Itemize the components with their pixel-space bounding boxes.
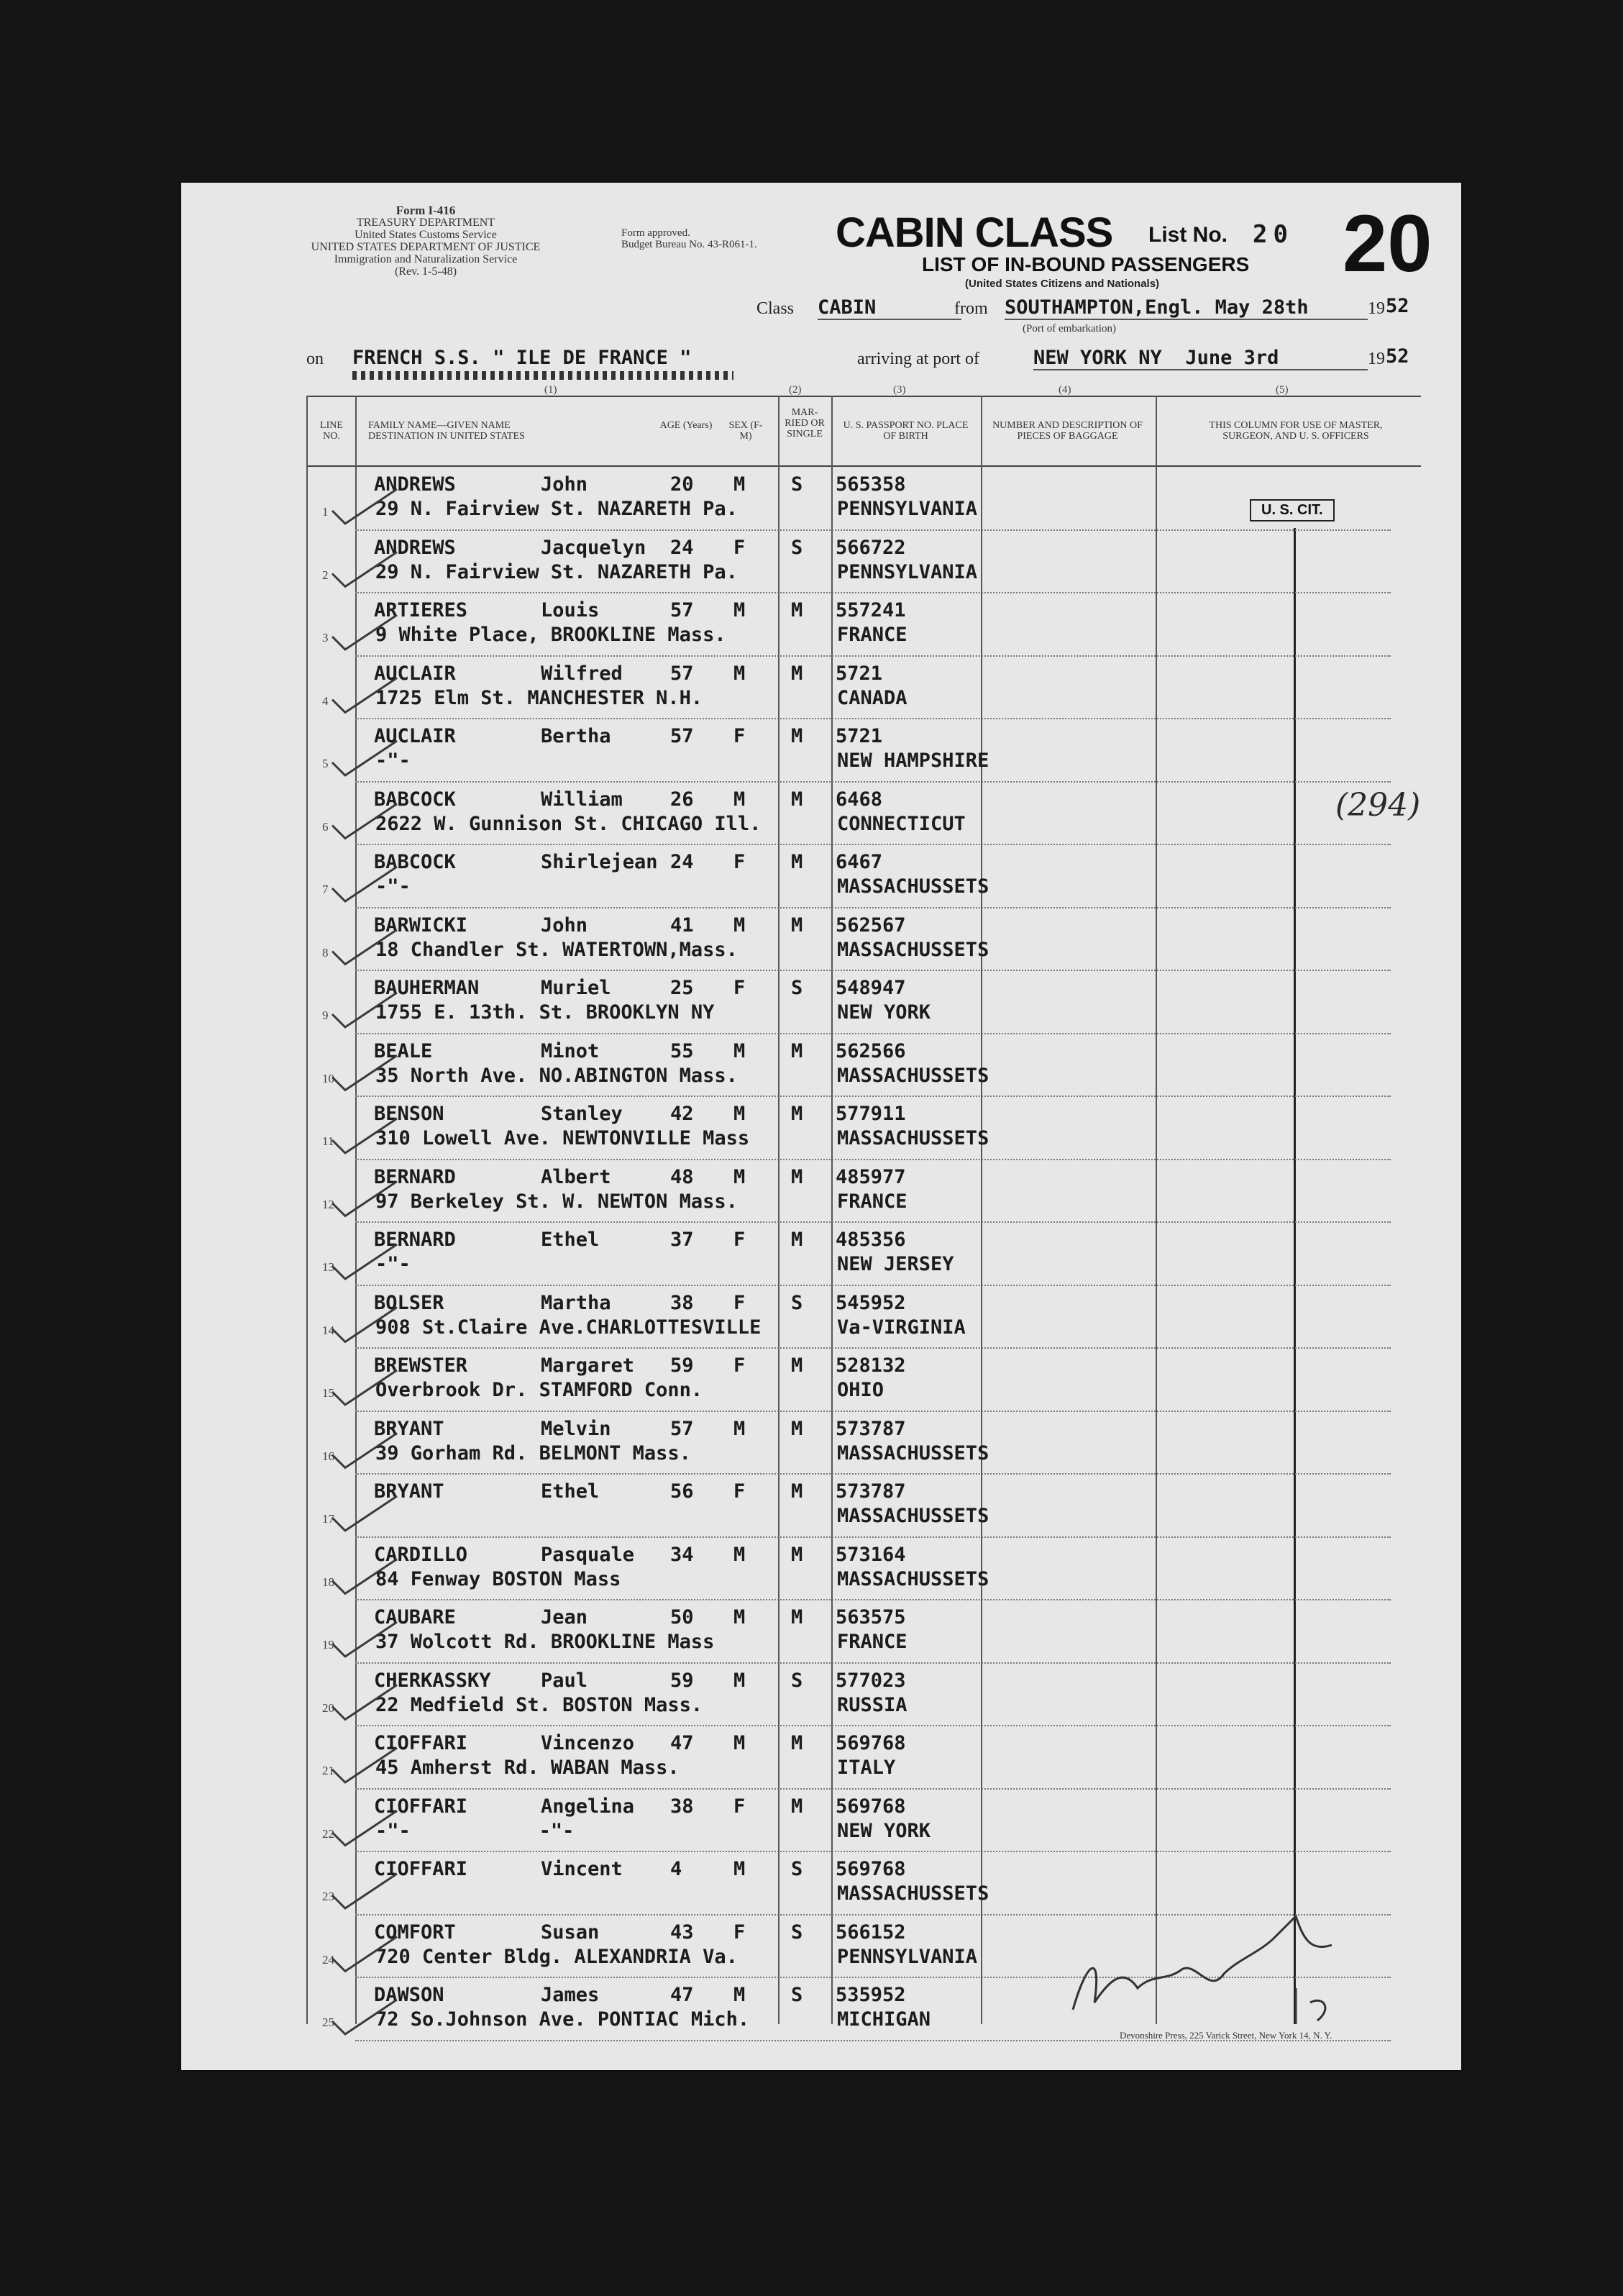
family-name: BAUHERMAN	[374, 977, 480, 999]
line-number: 4	[322, 693, 329, 708]
marital-status: M	[791, 914, 803, 937]
marital-status: S	[791, 473, 803, 496]
age: 41	[670, 914, 694, 937]
marital-status: M	[791, 1543, 803, 1566]
big-list-number: 20	[1343, 199, 1432, 288]
age: 48	[670, 1165, 694, 1188]
given-name: Margaret	[541, 1354, 635, 1377]
col-num-1: (1)	[544, 384, 557, 396]
check-mark	[332, 1308, 397, 1342]
line-number: 22	[322, 1826, 334, 1841]
place-of-birth: MASSACHUSSETS	[837, 1064, 989, 1087]
place-of-birth: MASSACHUSSETS	[837, 1567, 989, 1590]
subtitle: LIST OF IN-BOUND PASSENGERS	[922, 253, 1250, 275]
marital-status: S	[791, 536, 803, 559]
passport-number: 577911	[836, 1103, 906, 1125]
check-mark	[332, 1434, 397, 1468]
passport-number: 528132	[836, 1354, 906, 1377]
given-name: Louis	[541, 599, 600, 621]
given-name: Albert	[541, 1165, 611, 1188]
marital-status: M	[791, 1103, 803, 1125]
customs-service: United States Customs Service	[355, 229, 497, 241]
destination: 9 White Place, BROOKLINE Mass.	[375, 624, 726, 646]
passport-number: 573787	[836, 1417, 906, 1440]
destination: 310 Lowell Ave. NEWTONVILLE Mass	[375, 1127, 750, 1149]
given-name: Martha	[541, 1291, 611, 1314]
destination: -"-	[375, 750, 411, 772]
age: 34	[670, 1543, 694, 1566]
header-line-no: LINE NO.	[320, 420, 343, 442]
form-number: Form I-416	[396, 204, 456, 217]
check-mark	[332, 1937, 397, 1972]
line-number: 16	[322, 1449, 334, 1463]
marital-status: M	[791, 1229, 803, 1251]
place-of-birth: RUSSIA	[837, 1693, 907, 1716]
handwritten-annotation: (294)	[1335, 787, 1421, 824]
year-value: 52	[1386, 295, 1409, 317]
age: 43	[670, 1921, 694, 1944]
line-number: 1	[322, 505, 329, 519]
marital-status: M	[791, 1417, 803, 1440]
header-married: MAR-RIED OR SINGLE	[785, 407, 825, 439]
marital-status: S	[791, 1921, 803, 1944]
subtitle-note: (United States Citizens and Nationals)	[965, 278, 1160, 290]
ship-name: FRENCH S.S. " ILE DE FRANCE "	[352, 347, 692, 369]
treasury-department: TREASURY DEPARTMENT	[356, 217, 495, 229]
given-name: Shirlejean	[541, 851, 658, 873]
col-num-3: (3)	[893, 384, 906, 396]
check-mark	[332, 1182, 397, 1216]
passport-number: 548947	[836, 977, 906, 999]
age: 26	[670, 788, 694, 811]
family-name: AUCLAIR	[374, 725, 456, 747]
place-of-birth: Va-VIRGINIA	[837, 1316, 966, 1339]
given-name: Ethel	[541, 1480, 600, 1503]
check-mark	[332, 615, 397, 650]
approved-text: Form approved.	[621, 227, 690, 239]
family-name: BABCOCK	[374, 788, 456, 811]
marital-status: S	[791, 1669, 803, 1692]
given-name: Jacquelyn	[541, 536, 646, 559]
passport-number: 569768	[836, 1858, 906, 1880]
sex: M	[733, 1039, 746, 1062]
col-num-2: (2)	[789, 384, 802, 396]
sex: M	[733, 1543, 746, 1566]
sex: F	[733, 725, 746, 747]
line-number: 15	[322, 1386, 334, 1400]
family-name: ANDREWS	[374, 536, 456, 559]
family-name: CARDILLO	[374, 1543, 468, 1566]
arriving-label: arriving at port of	[857, 350, 979, 368]
family-name: BRYANT	[374, 1417, 444, 1440]
passport-number: 565358	[836, 473, 906, 496]
sex: F	[733, 851, 746, 873]
place-of-birth: MASSACHUSSETS	[837, 938, 989, 961]
destination: 1755 E. 13th. St. BROOKLYN NY	[375, 1001, 715, 1024]
place-of-birth: MASSACHUSSETS	[837, 875, 989, 898]
destination: 37 Wolcott Rd. BROOKLINE Mass	[375, 1631, 715, 1653]
age: 20	[670, 473, 694, 496]
age: 25	[670, 977, 694, 999]
line-number: 5	[322, 757, 329, 770]
passport-number: 6468	[836, 788, 883, 811]
family-name: BEALE	[374, 1039, 433, 1062]
line-number: 25	[322, 2015, 334, 2029]
passport-number: 573164	[836, 1543, 906, 1566]
passport-number: 569768	[836, 1732, 906, 1754]
sex: M	[733, 1103, 746, 1125]
line-number: 8	[322, 945, 329, 960]
check-mark	[332, 1622, 397, 1657]
destination: -"-	[375, 875, 411, 898]
marital-status: M	[791, 599, 803, 621]
place-of-birth: NEW YORK	[837, 1819, 931, 1842]
line-number: 7	[322, 883, 329, 896]
given-name: Wilfred	[541, 662, 623, 685]
destination: 84 Fenway BOSTON Mass	[375, 1567, 621, 1590]
place-of-birth: NEW HAMPSHIRE	[837, 750, 989, 772]
check-mark	[332, 1244, 397, 1279]
family-name: BENSON	[374, 1103, 444, 1125]
sex: M	[733, 473, 746, 496]
sex: M	[733, 1417, 746, 1440]
age: 37	[670, 1229, 694, 1251]
given-name: Muriel	[541, 977, 611, 999]
family-name: BREWSTER	[374, 1354, 468, 1377]
age: 50	[670, 1606, 694, 1628]
line-number: 17	[322, 1512, 334, 1526]
sex: F	[733, 977, 746, 999]
sex: M	[733, 788, 746, 811]
check-mark	[332, 804, 397, 839]
given-name: Vincenzo	[541, 1732, 635, 1754]
age: 57	[670, 1417, 694, 1440]
passport-number: 562567	[836, 914, 906, 937]
from-value: SOUTHAMPTON,Engl. May 28th	[1005, 296, 1368, 320]
place-of-birth: MASSACHUSSETS	[837, 1882, 989, 1905]
age: 24	[670, 536, 694, 559]
age: 24	[670, 851, 694, 873]
given-name: Jean	[541, 1606, 588, 1628]
check-marks	[181, 183, 1461, 2070]
passport-number: 5721	[836, 662, 883, 685]
revision: (Rev. 1-5-48)	[394, 265, 457, 278]
us-citizen-stamp: U. S. CIT.	[1250, 499, 1335, 521]
given-name: Susan	[541, 1921, 600, 1944]
sex: M	[733, 1165, 746, 1188]
destination: 18 Chandler St. WATERTOWN,Mass.	[375, 938, 738, 961]
marital-status: M	[791, 1606, 803, 1628]
age: 47	[670, 1732, 694, 1754]
family-name: ARTIERES	[374, 599, 468, 621]
col-num-4: (4)	[1059, 384, 1071, 396]
given-name: John	[541, 473, 588, 496]
destination: 45 Amherst Rd. WABAN Mass.	[375, 1757, 680, 1779]
immigration-service: Immigration and Naturalization Service	[334, 253, 518, 265]
check-mark	[332, 1874, 397, 1908]
family-name: BABCOCK	[374, 851, 456, 873]
destination: 22 Medfield St. BOSTON Mass.	[375, 1693, 703, 1716]
from-label: from	[954, 299, 988, 318]
marital-status: M	[791, 725, 803, 747]
family-name: AUCLAIR	[374, 662, 456, 685]
age: 4	[670, 1858, 682, 1880]
destination: 29 N. Fairview St. NAZARETH Pa.	[375, 560, 738, 583]
printer-imprint: Devonshire Press, 225 Varick Street, New York 14, N. Y.	[1120, 2030, 1332, 2041]
check-mark	[332, 1685, 397, 1720]
age: 59	[670, 1354, 694, 1377]
marital-status: M	[791, 851, 803, 873]
line-number: 9	[322, 1008, 329, 1022]
year-prefix-2: 19	[1368, 350, 1385, 368]
port-note: (Port of embarkation)	[1023, 323, 1116, 334]
line-number: 10	[322, 1071, 334, 1085]
place-of-birth: NEW JERSEY	[837, 1253, 954, 1275]
given-name: Angelina	[541, 1795, 635, 1818]
passport-number: 563575	[836, 1606, 906, 1628]
family-name: BERNARD	[374, 1229, 456, 1251]
destination: -"-	[375, 1253, 411, 1275]
class-label: Class	[756, 299, 795, 318]
passport-number: 6467	[836, 851, 883, 873]
line-number: 13	[322, 1260, 334, 1274]
header-name: FAMILY NAME—GIVEN NAME DESTINATION IN UNITED STATES	[368, 420, 525, 442]
marital-status: S	[791, 1291, 803, 1314]
check-mark	[332, 867, 397, 901]
marital-status: M	[791, 1165, 803, 1188]
check-mark	[332, 1748, 397, 1782]
family-name: ANDREWS	[374, 473, 456, 496]
passport-number: 485977	[836, 1165, 906, 1188]
list-number: 20	[1253, 220, 1294, 249]
age: 38	[670, 1291, 694, 1314]
passport-number: 577023	[836, 1669, 906, 1692]
passport-number: 5721	[836, 725, 883, 747]
given-name: Bertha	[541, 725, 611, 747]
sex: F	[733, 536, 746, 559]
line-number: 12	[322, 1197, 334, 1211]
place-of-birth: FRANCE	[837, 1631, 907, 1653]
line-number: 21	[322, 1764, 334, 1777]
age: 38	[670, 1795, 694, 1818]
sex: M	[733, 1606, 746, 1628]
age: 47	[670, 1984, 694, 2006]
place-of-birth: PENNSYLVANIA	[837, 498, 978, 520]
family-name: CIOFFARI	[374, 1795, 468, 1818]
marital-status: M	[791, 1354, 803, 1377]
sex: F	[733, 1795, 746, 1818]
sex: M	[733, 599, 746, 621]
family-name: CIOFFARI	[374, 1732, 468, 1754]
given-name: Paul	[541, 1669, 588, 1692]
given-name: Melvin	[541, 1417, 611, 1440]
age: 57	[670, 725, 694, 747]
check-mark	[332, 1119, 397, 1153]
family-name: BOLSER	[374, 1291, 444, 1314]
destination: 908 St.Claire Ave.CHARLOTTESVILLE	[375, 1316, 762, 1339]
check-mark	[332, 930, 397, 965]
header-passport: U. S. PASSPORT NO. PLACE OF BIRTH	[843, 420, 969, 442]
sex: M	[733, 1669, 746, 1692]
header-sex: SEX (F-M)	[728, 420, 763, 442]
place-of-birth: FRANCE	[837, 624, 907, 646]
check-mark	[332, 1496, 397, 1531]
class-value: CABIN	[818, 296, 961, 320]
age: 59	[670, 1669, 694, 1692]
family-name: DAWSON	[374, 1984, 444, 2006]
line-number: 24	[322, 1952, 334, 1967]
place-of-birth: FRANCE	[837, 1190, 907, 1213]
list-number-label: List No.	[1148, 223, 1227, 247]
year-value-2: 52	[1386, 345, 1409, 368]
line-number: 19	[322, 1638, 334, 1652]
place-of-birth: CANADA	[837, 686, 907, 709]
line-number: 20	[322, 1700, 334, 1715]
family-name: COMFORT	[374, 1921, 456, 1944]
place-of-birth: ITALY	[837, 1757, 896, 1779]
line-number: 14	[322, 1323, 334, 1337]
age: 57	[670, 662, 694, 685]
given-name: Stanley	[541, 1103, 623, 1125]
marital-status: M	[791, 662, 803, 685]
destination: -"- -"-	[375, 1819, 575, 1842]
sex: M	[733, 1858, 746, 1880]
destination: 72 So.Johnson Ave. PONTIAC Mich.	[375, 2008, 750, 2031]
sex: F	[733, 1291, 746, 1314]
sex: M	[733, 662, 746, 685]
marital-status: M	[791, 1795, 803, 1818]
check-mark	[332, 1811, 397, 1846]
line-number: 18	[322, 1575, 334, 1589]
given-name: Pasquale	[541, 1543, 635, 1566]
marital-status: M	[791, 788, 803, 811]
destination: 97 Berkeley St. W. NEWTON Mass.	[375, 1190, 738, 1213]
check-mark	[332, 552, 397, 587]
destination: 39 Gorham Rd. BELMONT Mass.	[375, 1441, 691, 1464]
sex: F	[733, 1921, 746, 1944]
passport-number: 485356	[836, 1229, 906, 1251]
sex: F	[733, 1354, 746, 1377]
header-baggage: NUMBER AND DESCRIPTION OF PIECES OF BAGGAGE	[992, 420, 1143, 442]
age: 57	[670, 599, 694, 621]
family-name: CAUBARE	[374, 1606, 456, 1628]
passport-number: 557241	[836, 599, 906, 621]
check-mark	[332, 1056, 397, 1090]
check-mark	[332, 1559, 397, 1594]
line-number: 11	[322, 1134, 334, 1148]
family-name: CIOFFARI	[374, 1858, 468, 1880]
manifest-sheet	[181, 183, 1461, 2070]
sex: M	[733, 914, 746, 937]
family-name: BARWICKI	[374, 914, 468, 937]
col-num-5: (5)	[1276, 384, 1289, 396]
header-officers: THIS COLUMN FOR USE OF MASTER, SURGEON, AND U. S. OFFICERS	[1209, 420, 1383, 442]
place-of-birth: MASSACHUSSETS	[837, 1505, 989, 1527]
sex: F	[733, 1229, 746, 1251]
passport-number: 569768	[836, 1795, 906, 1818]
destination: 2622 W. Gunnison St. CHICAGO Ill.	[375, 812, 762, 835]
family-name: BERNARD	[374, 1165, 456, 1188]
check-mark	[332, 678, 397, 713]
place-of-birth: MICHIGAN	[837, 2008, 931, 2031]
place-of-birth: PENNSYLVANIA	[837, 560, 978, 583]
place-of-birth: MASSACHUSSETS	[837, 1441, 989, 1464]
age: 55	[670, 1039, 694, 1062]
age: 56	[670, 1480, 694, 1503]
destination: 29 N. Fairview St. NAZARETH Pa.	[375, 498, 738, 520]
destination: Overbrook Dr. STAMFORD Conn.	[375, 1379, 703, 1401]
place-of-birth: OHIO	[837, 1379, 884, 1401]
header-age: AGE (Years)	[659, 420, 713, 431]
marital-status: M	[791, 1039, 803, 1062]
passport-number: 566152	[836, 1921, 906, 1944]
given-name: William	[541, 788, 623, 811]
place-of-birth: PENNSYLVANIA	[837, 1945, 978, 1968]
sex: M	[733, 1984, 746, 2006]
age: 42	[670, 1103, 694, 1125]
marital-status: S	[791, 1858, 803, 1880]
line-number: 2	[322, 568, 329, 582]
passport-number: 573787	[836, 1480, 906, 1503]
place-of-birth: NEW YORK	[837, 1001, 931, 1024]
check-mark	[332, 489, 397, 524]
marital-status: S	[791, 977, 803, 999]
marital-status: M	[791, 1480, 803, 1503]
on-label: on	[306, 350, 324, 368]
justice-department: UNITED STATES DEPARTMENT OF JUSTICE	[311, 241, 541, 253]
passport-number: 535952	[836, 1984, 906, 2006]
page-title: CABIN CLASS	[836, 209, 1113, 256]
check-mark	[332, 1370, 397, 1405]
line-number: 6	[322, 819, 329, 834]
passport-number: 545952	[836, 1291, 906, 1314]
check-mark	[332, 2000, 397, 2034]
passport-number: 566722	[836, 536, 906, 559]
passport-number: 562566	[836, 1039, 906, 1062]
sex: F	[733, 1480, 746, 1503]
line-number: 3	[322, 631, 329, 644]
marital-status: S	[791, 1984, 803, 2006]
destination: 1725 Elm St. MANCHESTER N.H.	[375, 686, 703, 709]
family-name: CHERKASSKY	[374, 1669, 491, 1692]
given-name: John	[541, 914, 588, 937]
budget-bureau: Budget Bureau No. 43-R061-1.	[621, 239, 757, 250]
place-of-birth: CONNECTICUT	[837, 812, 966, 835]
given-name: Vincent	[541, 1858, 623, 1880]
year-prefix: 19	[1368, 299, 1385, 318]
sex: M	[733, 1732, 746, 1754]
family-name: BRYANT	[374, 1480, 444, 1503]
marital-status: M	[791, 1732, 803, 1754]
check-mark	[332, 741, 397, 775]
destination: 35 North Ave. NO.ABINGTON Mass.	[375, 1064, 738, 1087]
destination: 720 Center Bldg. ALEXANDRIA Va.	[375, 1945, 738, 1968]
line-number: 23	[322, 1890, 334, 1903]
given-name: Minot	[541, 1039, 600, 1062]
place-of-birth: MASSACHUSSETS	[837, 1127, 989, 1149]
given-name: Ethel	[541, 1229, 600, 1251]
given-name: James	[541, 1984, 600, 2006]
check-mark	[332, 993, 397, 1027]
arriving-value: NEW YORK NY June 3rd	[1033, 347, 1368, 370]
